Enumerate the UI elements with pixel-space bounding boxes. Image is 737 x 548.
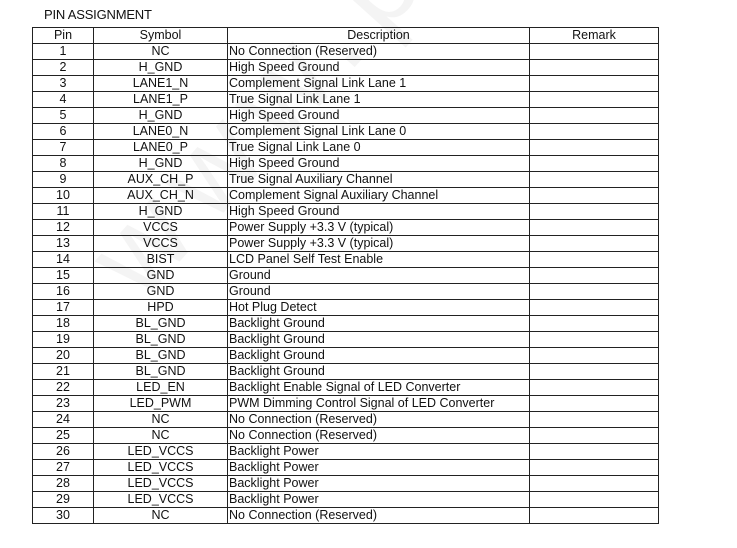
- table-row: [33, 316, 659, 332]
- remark-cell: [530, 396, 659, 412]
- symbol-cell: LANE1_P: [94, 92, 228, 108]
- symbol-cell: BL_GND: [94, 348, 228, 364]
- pin-cell: 30: [33, 508, 94, 524]
- header-symbol: Symbol: [94, 28, 228, 44]
- remark-cell: [530, 172, 659, 188]
- symbol-cell: H_GND: [94, 204, 228, 220]
- description-cell: Backlight Ground: [228, 348, 530, 364]
- remark-cell: [530, 60, 659, 76]
- symbol-cell: VCCS: [94, 220, 228, 236]
- description-cell: No Connection (Reserved): [228, 508, 530, 524]
- table-header-row: [33, 28, 659, 44]
- table-row: [33, 412, 659, 428]
- pin-assignment-table: [32, 27, 659, 524]
- pin-cell: 14: [33, 252, 94, 268]
- description-cell: Power Supply +3.3 V (typical): [228, 220, 530, 236]
- table-row: [33, 140, 659, 156]
- remark-cell: [530, 44, 659, 60]
- remark-cell: [530, 140, 659, 156]
- table-row: [33, 396, 659, 412]
- remark-cell: [530, 508, 659, 524]
- table-row: [33, 220, 659, 236]
- remark-cell: [530, 92, 659, 108]
- pin-cell: 24: [33, 412, 94, 428]
- description-cell: High Speed Ground: [228, 108, 530, 124]
- remark-cell: [530, 428, 659, 444]
- table-row: [33, 364, 659, 380]
- description-cell: Backlight Power: [228, 460, 530, 476]
- table-row: [33, 76, 659, 92]
- pin-cell: 9: [33, 172, 94, 188]
- pin-cell: 11: [33, 204, 94, 220]
- table-row: [33, 380, 659, 396]
- remark-cell: [530, 236, 659, 252]
- remark-cell: [530, 124, 659, 140]
- remark-cell: [530, 412, 659, 428]
- description-cell: Backlight Power: [228, 444, 530, 460]
- table-row: [33, 236, 659, 252]
- pin-cell: 7: [33, 140, 94, 156]
- symbol-cell: LED_VCCS: [94, 476, 228, 492]
- description-cell: Backlight Ground: [228, 332, 530, 348]
- symbol-cell: H_GND: [94, 60, 228, 76]
- pin-cell: 21: [33, 364, 94, 380]
- symbol-cell: NC: [94, 428, 228, 444]
- pin-cell: 5: [33, 108, 94, 124]
- pin-cell: 17: [33, 300, 94, 316]
- description-cell: True Signal Link Lane 0: [228, 140, 530, 156]
- symbol-cell: LED_PWM: [94, 396, 228, 412]
- remark-cell: [530, 156, 659, 172]
- pin-cell: 2: [33, 60, 94, 76]
- header-pin: Pin: [33, 28, 94, 44]
- table-row: [33, 428, 659, 444]
- table-row: [33, 476, 659, 492]
- description-cell: Backlight Ground: [228, 316, 530, 332]
- table-row: [33, 172, 659, 188]
- header-description: Description: [228, 28, 530, 44]
- table-row: [33, 108, 659, 124]
- remark-cell: [530, 204, 659, 220]
- table-row: [33, 332, 659, 348]
- table-row: [33, 156, 659, 172]
- description-cell: Complement Signal Link Lane 0: [228, 124, 530, 140]
- symbol-cell: GND: [94, 284, 228, 300]
- symbol-cell: LED_EN: [94, 380, 228, 396]
- symbol-cell: LANE0_N: [94, 124, 228, 140]
- pin-cell: 13: [33, 236, 94, 252]
- remark-cell: [530, 316, 659, 332]
- table-row: [33, 284, 659, 300]
- symbol-cell: LANE0_P: [94, 140, 228, 156]
- remark-cell: [530, 76, 659, 92]
- description-cell: True Signal Link Lane 1: [228, 92, 530, 108]
- table-row: [33, 444, 659, 460]
- table-row: [33, 188, 659, 204]
- description-cell: Hot Plug Detect: [228, 300, 530, 316]
- pin-cell: 18: [33, 316, 94, 332]
- description-cell: True Signal Auxiliary Channel: [228, 172, 530, 188]
- pin-cell: 12: [33, 220, 94, 236]
- pin-cell: 28: [33, 476, 94, 492]
- description-cell: High Speed Ground: [228, 60, 530, 76]
- remark-cell: [530, 284, 659, 300]
- table-row: [33, 92, 659, 108]
- table-row: [33, 124, 659, 140]
- table-row: [33, 204, 659, 220]
- pin-cell: 15: [33, 268, 94, 284]
- pin-cell: 25: [33, 428, 94, 444]
- symbol-cell: BL_GND: [94, 316, 228, 332]
- remark-cell: [530, 444, 659, 460]
- description-cell: No Connection (Reserved): [228, 412, 530, 428]
- pin-cell: 4: [33, 92, 94, 108]
- page-title: PIN ASSIGNMENT: [44, 7, 152, 22]
- description-cell: Ground: [228, 268, 530, 284]
- symbol-cell: NC: [94, 508, 228, 524]
- description-cell: Complement Signal Auxiliary Channel: [228, 188, 530, 204]
- symbol-cell: NC: [94, 44, 228, 60]
- pin-cell: 1: [33, 44, 94, 60]
- remark-cell: [530, 108, 659, 124]
- remark-cell: [530, 252, 659, 268]
- description-cell: Backlight Power: [228, 476, 530, 492]
- remark-cell: [530, 188, 659, 204]
- remark-cell: [530, 380, 659, 396]
- table-row: [33, 460, 659, 476]
- table-row: [33, 300, 659, 316]
- symbol-cell: H_GND: [94, 108, 228, 124]
- remark-cell: [530, 476, 659, 492]
- pin-cell: 10: [33, 188, 94, 204]
- remark-cell: [530, 268, 659, 284]
- symbol-cell: LED_VCCS: [94, 460, 228, 476]
- remark-cell: [530, 220, 659, 236]
- description-cell: No Connection (Reserved): [228, 428, 530, 444]
- pin-cell: 16: [33, 284, 94, 300]
- symbol-cell: VCCS: [94, 236, 228, 252]
- table-row: [33, 348, 659, 364]
- description-cell: Backlight Power: [228, 492, 530, 508]
- remark-cell: [530, 332, 659, 348]
- pin-cell: 6: [33, 124, 94, 140]
- table-row: [33, 508, 659, 524]
- pin-cell: 22: [33, 380, 94, 396]
- pin-cell: 8: [33, 156, 94, 172]
- description-cell: Power Supply +3.3 V (typical): [228, 236, 530, 252]
- symbol-cell: BL_GND: [94, 332, 228, 348]
- description-cell: PWM Dimming Control Signal of LED Converter: [228, 396, 530, 412]
- table-row: [33, 44, 659, 60]
- symbol-cell: NC: [94, 412, 228, 428]
- pin-cell: 23: [33, 396, 94, 412]
- pin-cell: 3: [33, 76, 94, 92]
- symbol-cell: BL_GND: [94, 364, 228, 380]
- symbol-cell: HPD: [94, 300, 228, 316]
- remark-cell: [530, 348, 659, 364]
- pin-cell: 27: [33, 460, 94, 476]
- table-row: [33, 268, 659, 284]
- pin-cell: 19: [33, 332, 94, 348]
- description-cell: High Speed Ground: [228, 156, 530, 172]
- description-cell: No Connection (Reserved): [228, 44, 530, 60]
- remark-cell: [530, 364, 659, 380]
- symbol-cell: GND: [94, 268, 228, 284]
- remark-cell: [530, 460, 659, 476]
- remark-cell: [530, 300, 659, 316]
- description-cell: Backlight Enable Signal of LED Converter: [228, 380, 530, 396]
- table-body: [33, 44, 659, 524]
- table-row: [33, 60, 659, 76]
- symbol-cell: H_GND: [94, 156, 228, 172]
- symbol-cell: AUX_CH_N: [94, 188, 228, 204]
- symbol-cell: LED_VCCS: [94, 492, 228, 508]
- pin-cell: 20: [33, 348, 94, 364]
- description-cell: Ground: [228, 284, 530, 300]
- symbol-cell: BIST: [94, 252, 228, 268]
- pin-cell: 29: [33, 492, 94, 508]
- table-row: [33, 492, 659, 508]
- header-remark: Remark: [530, 28, 659, 44]
- symbol-cell: AUX_CH_P: [94, 172, 228, 188]
- pin-cell: 26: [33, 444, 94, 460]
- table-row: [33, 252, 659, 268]
- remark-cell: [530, 492, 659, 508]
- description-cell: Backlight Ground: [228, 364, 530, 380]
- symbol-cell: LANE1_N: [94, 76, 228, 92]
- description-cell: LCD Panel Self Test Enable: [228, 252, 530, 268]
- description-cell: Complement Signal Link Lane 1: [228, 76, 530, 92]
- symbol-cell: LED_VCCS: [94, 444, 228, 460]
- description-cell: High Speed Ground: [228, 204, 530, 220]
